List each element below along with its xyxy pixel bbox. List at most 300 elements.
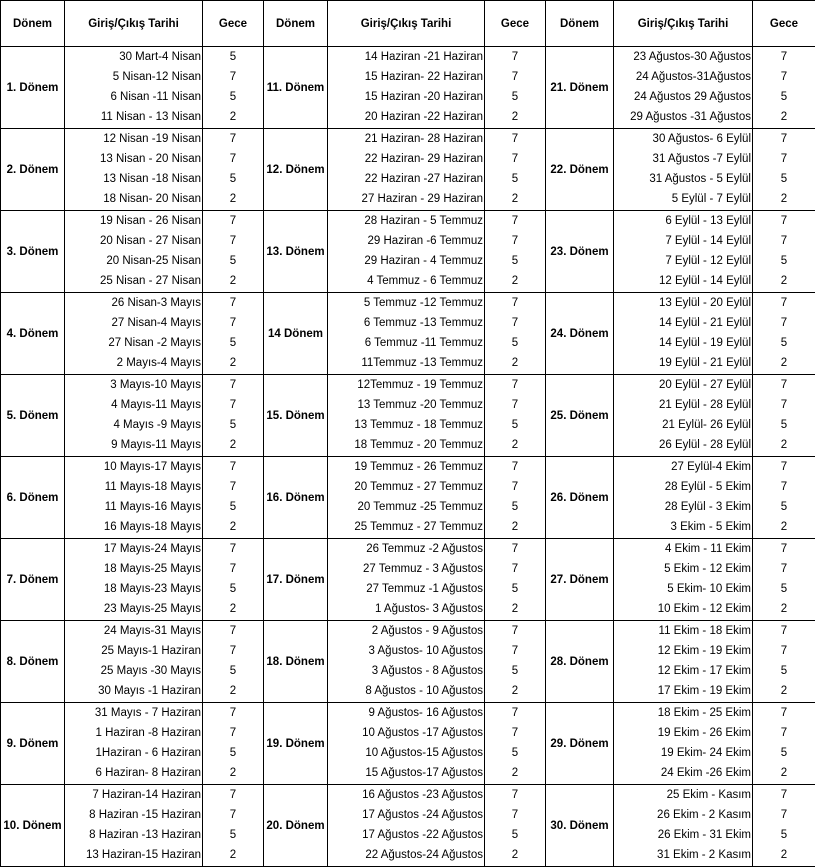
date-range: 18 Nisan- 20 Nisan [103,193,201,205]
date-range: 21 Eylül - 28 Eylül [658,399,751,411]
date-range: 5 Ekim- 10 Ekim [667,583,751,595]
night-count: 7 [229,71,237,83]
period-row [1,539,815,621]
date-range: 2 Ağustos - 9 Ağustos [371,625,483,637]
night-count: 5 [780,829,788,841]
night-count: 5 [229,51,237,63]
night-count: 5 [780,665,788,677]
date-range-cell [65,539,203,621]
night-count: 5 [780,501,788,513]
date-range-cell [328,457,485,539]
night-count: 7 [780,51,788,63]
date-range: 28 Eylül - 3 Ekim [664,501,751,513]
period-header: Dönem [546,1,614,47]
date-range: 10 Ekim - 12 Ekim [657,603,751,615]
night-count: 7 [229,625,237,637]
night-count: 7 [780,71,788,83]
nights-cell [753,457,815,539]
nights-cell [753,539,815,621]
date-range: 29 Ağustos -31 Ağustos [630,111,751,123]
date-range: 26 Eylül - 28 Eylül [658,439,751,451]
date-range: 14 Haziran -21 Haziran [364,51,483,63]
date-range: 8 Haziran -13 Haziran [89,829,201,841]
date-range: 11 Mayıs-18 Mayıs [104,481,201,493]
date-range: 17 Ekim - 19 Ekim [657,685,751,697]
nights-cell [485,211,546,293]
date-range: 14 Eylül - 21 Eylül [658,317,751,329]
night-count: 7 [511,481,519,493]
date-range: 27 Haziran - 29 Haziran [361,193,483,205]
night-count: 5 [780,173,788,185]
night-count: 2 [229,439,237,451]
date-range-cell [65,211,203,293]
night-count: 2 [229,603,237,615]
date-range: 27 Temmuz - 3 Ağustos [363,563,483,575]
night-count: 5 [511,255,519,267]
night-count: 5 [511,747,519,759]
night-count: 2 [780,685,788,697]
period-row [1,47,815,129]
night-count: 2 [511,603,519,615]
period-label: 4. Dönem [1,293,65,375]
nights-cell [203,211,264,293]
night-count: 2 [511,521,519,533]
header-row [1,1,815,47]
date-range: 12 Nisan -19 Nisan [103,133,201,145]
night-count: 7 [511,133,519,145]
date-range: 2 Mayıs-4 Mayıs [116,357,201,369]
period-header: Dönem [1,1,65,47]
night-count: 5 [511,337,519,349]
date-range-cell [614,129,753,211]
nights-cell [753,375,815,457]
date-range: 31 Ağustos -7 Eylül [652,153,751,165]
date-range: 7 Eylül - 14 Eylül [665,235,751,247]
night-count: 2 [780,193,788,205]
period-header: Dönem [264,1,328,47]
date-range: 6 Temmuz -13 Temmuz [363,317,483,329]
date-range-cell [614,621,753,703]
night-count: 2 [780,439,788,451]
night-count: 7 [511,789,519,801]
date-range: 5 Eylül - 7 Eylül [671,193,751,205]
nights-cell [753,211,815,293]
date-range: 29 Haziran -6 Temmuz [367,235,483,247]
period-label: 30. Dönem [546,785,614,867]
date-range: 8 Ağustos - 10 Ağustos [365,685,483,697]
date-range-cell [328,703,485,785]
night-count: 2 [511,849,519,861]
date-range: 18 Mayıs-25 Mayıs [103,563,201,575]
dates-header: Giriş/Çıkış Tarihi [614,1,753,47]
period-label: 22. Dönem [546,129,614,211]
date-range: 4 Ekim - 11 Ekim [664,543,751,555]
date-range-cell [614,457,753,539]
date-range: 28 Eylül - 5 Ekim [664,481,751,493]
night-count: 5 [229,583,237,595]
period-label: 15. Dönem [264,375,328,457]
date-range: 13 Temmuz -20 Temmuz [357,399,483,411]
night-count: 5 [229,91,237,103]
date-range: 23 Ağustos-30 Ağustos [633,51,751,63]
night-count: 7 [229,645,237,657]
period-label: 2. Dönem [1,129,65,211]
nights-cell [753,129,815,211]
period-label: 28. Dönem [546,621,614,703]
night-count: 2 [511,275,519,287]
period-label: 13. Dönem [264,211,328,293]
night-count: 7 [511,809,519,821]
date-range: 3 Ağustos - 8 Ağustos [371,665,483,677]
night-count: 7 [229,317,237,329]
night-count: 7 [229,727,237,739]
date-range: 8 Haziran -15 Haziran [89,809,201,821]
night-count: 7 [229,297,237,309]
date-range: 9 Ağustos- 16 Ağustos [368,707,483,719]
date-range: 13 Temmuz - 18 Temmuz [354,419,483,431]
date-range: 12 Ekim - 19 Ekim [657,645,751,657]
night-count: 7 [229,481,237,493]
night-count: 7 [780,543,788,555]
night-count: 5 [229,419,237,431]
night-count: 7 [229,543,237,555]
nights-cell [485,457,546,539]
date-range: 22 Haziran- 29 Haziran [364,153,483,165]
night-count: 7 [229,789,237,801]
period-label: 18. Dönem [264,621,328,703]
night-count: 2 [780,849,788,861]
date-range: 16 Ağustos -23 Ağustos [362,789,483,801]
date-range: 5 Nisan-12 Nisan [112,71,201,83]
date-range: 19 Eylül - 21 Eylül [658,357,751,369]
date-range-cell [328,621,485,703]
night-count: 2 [780,275,788,287]
night-count: 7 [780,215,788,227]
night-count: 2 [229,111,237,123]
nights-header: Gece [753,1,815,47]
date-range-cell [328,211,485,293]
night-count: 2 [780,521,788,533]
date-range-cell [328,785,485,867]
night-count: 5 [229,173,237,185]
date-range: 15 Ağustos-17 Ağustos [365,767,483,779]
night-count: 7 [511,215,519,227]
date-range: 13 Haziran-15 Haziran [85,849,201,861]
date-range-cell [328,47,485,129]
date-range: 13 Eylül - 20 Eylül [658,297,751,309]
date-range: 13 Nisan - 20 Nisan [100,153,201,165]
night-count: 2 [780,357,788,369]
date-range: 4 Mayıs -9 Mayıs [113,419,201,431]
nights-cell [485,129,546,211]
nights-cell [753,621,815,703]
date-range: 18 Ekim - 25 Ekim [657,707,751,719]
night-count: 7 [511,71,519,83]
nights-cell [203,457,264,539]
night-count: 5 [229,501,237,513]
date-range: 24 Ağustos-31Ağustos [635,71,751,83]
date-range: 3 Mayıs-10 Mayıs [110,379,201,391]
date-range: 13 Nisan -18 Nisan [103,173,201,185]
date-range-cell [614,293,753,375]
period-label: 24. Dönem [546,293,614,375]
date-range: 10 Ağustos -17 Ağustos [362,727,483,739]
nights-cell [753,47,815,129]
night-count: 2 [511,767,519,779]
date-range-cell [614,703,753,785]
date-range-cell [65,129,203,211]
night-count: 7 [780,399,788,411]
date-range: 25 Temmuz - 27 Temmuz [354,521,483,533]
nights-cell [203,129,264,211]
date-range: 11Temmuz -13 Temmuz [361,357,483,369]
night-count: 2 [780,767,788,779]
nights-cell [485,785,546,867]
night-count: 7 [229,399,237,411]
date-range: 17 Ağustos -22 Ağustos [362,829,483,841]
date-range: 31 Ağustos - 5 Eylül [649,173,751,185]
night-count: 7 [511,543,519,555]
period-row [1,293,815,375]
date-range: 17 Ağustos -24 Ağustos [362,809,483,821]
night-count: 7 [229,563,237,575]
date-range: 18 Mayıs-23 Mayıs [103,583,201,595]
night-count: 7 [780,317,788,329]
date-range: 25 Mayıs -30 Mayıs [100,665,201,677]
date-range: 26 Temmuz -2 Ağustos [366,543,483,555]
date-range-cell [65,457,203,539]
night-count: 7 [229,461,237,473]
night-count: 5 [780,419,788,431]
night-count: 5 [229,747,237,759]
date-range: 4 Mayıs-11 Mayıs [111,399,201,411]
night-count: 7 [780,563,788,575]
nights-header: Gece [485,1,546,47]
night-count: 5 [780,747,788,759]
nights-cell [485,293,546,375]
night-count: 2 [229,685,237,697]
period-label: 27. Dönem [546,539,614,621]
night-count: 7 [511,51,519,63]
date-range: 17 Mayıs-24 Mayıs [103,543,201,555]
date-range: 1Haziran - 6 Haziran [95,747,201,759]
nights-header: Gece [203,1,264,47]
night-count: 7 [780,379,788,391]
date-range: 11 Nisan - 13 Nisan [100,111,201,123]
date-range: 5 Ekim - 12 Ekim [664,563,751,575]
date-range: 30 Mart-4 Nisan [119,51,201,63]
night-count: 7 [511,297,519,309]
date-range: 20 Eylül - 27 Eylül [658,379,751,391]
date-range: 25 Nisan - 27 Nisan [100,275,201,287]
night-count: 7 [229,235,237,247]
date-range: 27 Eylül-4 Ekim [671,461,751,473]
period-label: 23. Dönem [546,211,614,293]
night-count: 2 [511,111,519,123]
night-count: 5 [511,173,519,185]
night-count: 5 [511,91,519,103]
night-count: 5 [780,337,788,349]
night-count: 2 [511,193,519,205]
nights-cell [203,375,264,457]
night-count: 7 [780,809,788,821]
date-range: 20 Temmuz - 27 Temmuz [354,481,483,493]
night-count: 7 [780,625,788,637]
date-range: 26 Ekim - 31 Ekim [657,829,751,841]
date-range: 20 Nisan-25 Nisan [106,255,201,267]
night-count: 7 [511,153,519,165]
night-count: 7 [511,235,519,247]
date-range: 26 Nisan-3 Mayıs [111,297,201,309]
period-label: 16. Dönem [264,457,328,539]
period-label: 26. Dönem [546,457,614,539]
period-label: 11. Dönem [264,47,328,129]
date-range: 16 Mayıs-18 Mayıs [103,521,201,533]
date-range: 24 Mayıs-31 Mayıs [103,625,201,637]
nights-cell [203,785,264,867]
period-label: 5. Dönem [1,375,65,457]
nights-cell [753,785,815,867]
date-range: 23 Mayıs-25 Mayıs [103,603,201,615]
period-label: 7. Dönem [1,539,65,621]
date-range: 25 Mayıs-1 Haziran [101,645,201,657]
period-label: 1. Dönem [1,47,65,129]
nights-cell [485,47,546,129]
date-range: 6 Nisan -11 Nisan [110,91,201,103]
night-count: 7 [780,727,788,739]
date-range-cell [65,621,203,703]
date-range-cell [65,703,203,785]
dates-header: Giriş/Çıkış Tarihi [65,1,203,47]
period-label: 14 Dönem [264,293,328,375]
night-count: 7 [780,235,788,247]
date-range: 28 Haziran - 5 Temmuz [364,215,483,227]
night-count: 7 [511,317,519,329]
night-count: 5 [229,337,237,349]
nights-cell [485,539,546,621]
period-label: 6. Dönem [1,457,65,539]
date-range-cell [65,293,203,375]
night-count: 2 [229,357,237,369]
night-count: 5 [229,255,237,267]
date-range: 5 Temmuz -12 Temmuz [363,297,483,309]
date-range-cell [328,129,485,211]
nights-cell [485,621,546,703]
date-range: 30 Ağustos- 6 Eylül [652,133,751,145]
date-range: 27 Nisan-4 Mayıs [111,317,201,329]
date-range: 11 Mayıs-16 Mayıs [104,501,201,513]
period-row [1,785,815,867]
date-range-cell [65,375,203,457]
night-count: 5 [780,91,788,103]
date-range: 12Temmuz - 19 Temmuz [357,379,483,391]
date-range: 21 Haziran- 28 Haziran [364,133,483,145]
date-range: 22 Ağustos-24 Ağustos [365,849,483,861]
date-range-cell [614,375,753,457]
date-range: 24 Ekim -26 Ekim [660,767,751,779]
night-count: 2 [229,767,237,779]
date-range: 11 Ekim - 18 Ekim [658,625,751,637]
night-count: 2 [229,275,237,287]
date-range: 24 Ağustos 29 Ağustos [633,91,751,103]
period-row [1,375,815,457]
night-count: 5 [229,829,237,841]
period-row [1,457,815,539]
night-count: 7 [229,379,237,391]
period-row [1,621,815,703]
night-count: 5 [511,583,519,595]
period-row [1,703,815,785]
period-label: 8. Dönem [1,621,65,703]
date-range: 21 Eylül- 26 Eylül [662,419,751,431]
date-range: 6 Haziran- 8 Haziran [95,767,201,779]
date-range: 20 Nisan - 27 Nisan [100,235,201,247]
period-row [1,129,815,211]
night-count: 2 [229,849,237,861]
date-range: 19 Ekim - 26 Ekim [657,727,751,739]
date-range: 18 Temmuz - 20 Temmuz [354,439,483,451]
night-count: 2 [229,521,237,533]
night-count: 7 [780,153,788,165]
night-count: 5 [511,501,519,513]
nights-cell [753,703,815,785]
night-count: 7 [780,481,788,493]
nights-cell [203,621,264,703]
date-range-cell [614,539,753,621]
date-range: 15 Haziran -20 Haziran [364,91,483,103]
date-range: 9 Mayıs-11 Mayıs [111,439,201,451]
date-range: 31 Mayıs - 7 Haziran [94,707,201,719]
period-label: 19. Dönem [264,703,328,785]
night-count: 7 [780,707,788,719]
date-range: 3 Ağustos- 10 Ağustos [368,645,483,657]
date-range: 26 Ekim - 2 Kasım [657,809,751,821]
night-count: 2 [780,111,788,123]
date-range: 27 Temmuz -1 Ağustos [366,583,483,595]
date-range: 6 Eylül - 13 Eylül [665,215,751,227]
night-count: 7 [511,399,519,411]
nights-cell [753,293,815,375]
nights-cell [203,47,264,129]
night-count: 2 [780,603,788,615]
date-range: 20 Temmuz -25 Temmuz [357,501,483,513]
night-count: 7 [229,133,237,145]
date-range: 19 Nisan - 26 Nisan [100,215,201,227]
night-count: 5 [780,255,788,267]
night-count: 2 [511,357,519,369]
night-count: 7 [229,809,237,821]
night-count: 7 [780,645,788,657]
date-range: 29 Haziran - 4 Temmuz [364,255,483,267]
nights-cell [485,703,546,785]
date-range-cell [328,375,485,457]
night-count: 7 [511,563,519,575]
period-label: 3. Dönem [1,211,65,293]
date-range-cell [614,785,753,867]
date-range-cell [328,293,485,375]
night-count: 7 [780,461,788,473]
date-range: 12 Ekim - 17 Ekim [657,665,751,677]
night-count: 7 [229,707,237,719]
date-range: 30 Mayıs -1 Haziran [98,685,201,697]
nights-cell [485,375,546,457]
period-label: 17. Dönem [264,539,328,621]
date-range-cell [328,539,485,621]
date-range: 7 Haziran-14 Haziran [92,789,201,801]
date-range: 1 Haziran -8 Haziran [95,727,201,739]
night-count: 5 [511,419,519,431]
night-count: 5 [511,829,519,841]
